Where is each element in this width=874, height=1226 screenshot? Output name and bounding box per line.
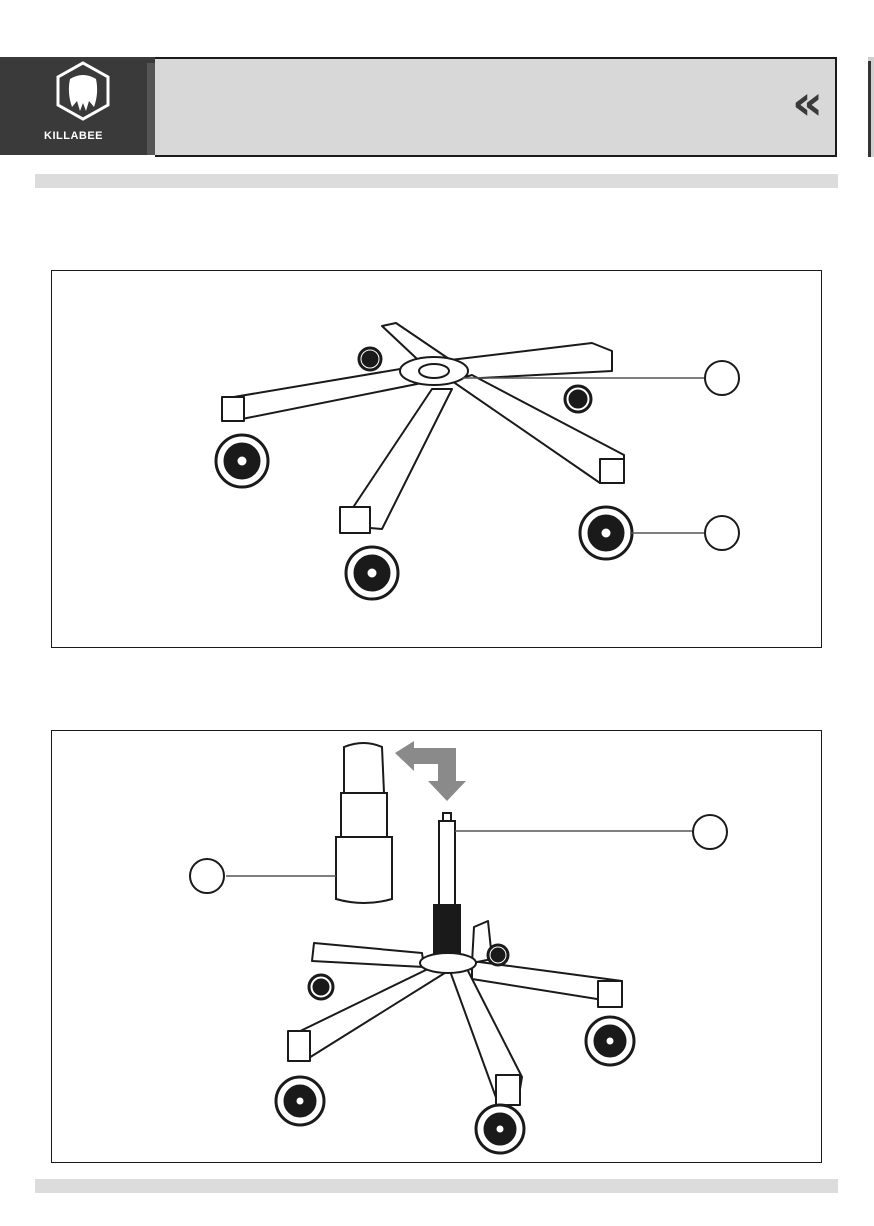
callout-circle (705, 516, 739, 550)
brand-logo (0, 57, 155, 155)
callout-circle (190, 859, 224, 893)
bottom-divider (35, 1179, 838, 1193)
callout-circle (705, 361, 739, 395)
panel-wheelbase (51, 270, 822, 648)
logo-shade (147, 63, 155, 155)
double-chevron-left-icon[interactable]: « (791, 75, 823, 131)
callout-circle (693, 815, 727, 849)
insert-arrow-icon (395, 741, 466, 801)
page-edge-tab (868, 57, 874, 157)
gas-lift-illustration (52, 731, 823, 1164)
top-divider (35, 174, 838, 188)
caster-wheels (216, 348, 632, 599)
wheelbase-illustration (52, 271, 823, 649)
panel-gas-lift (51, 730, 822, 1163)
header-bar (155, 57, 837, 157)
brand-name: KILLABEE (44, 130, 103, 142)
